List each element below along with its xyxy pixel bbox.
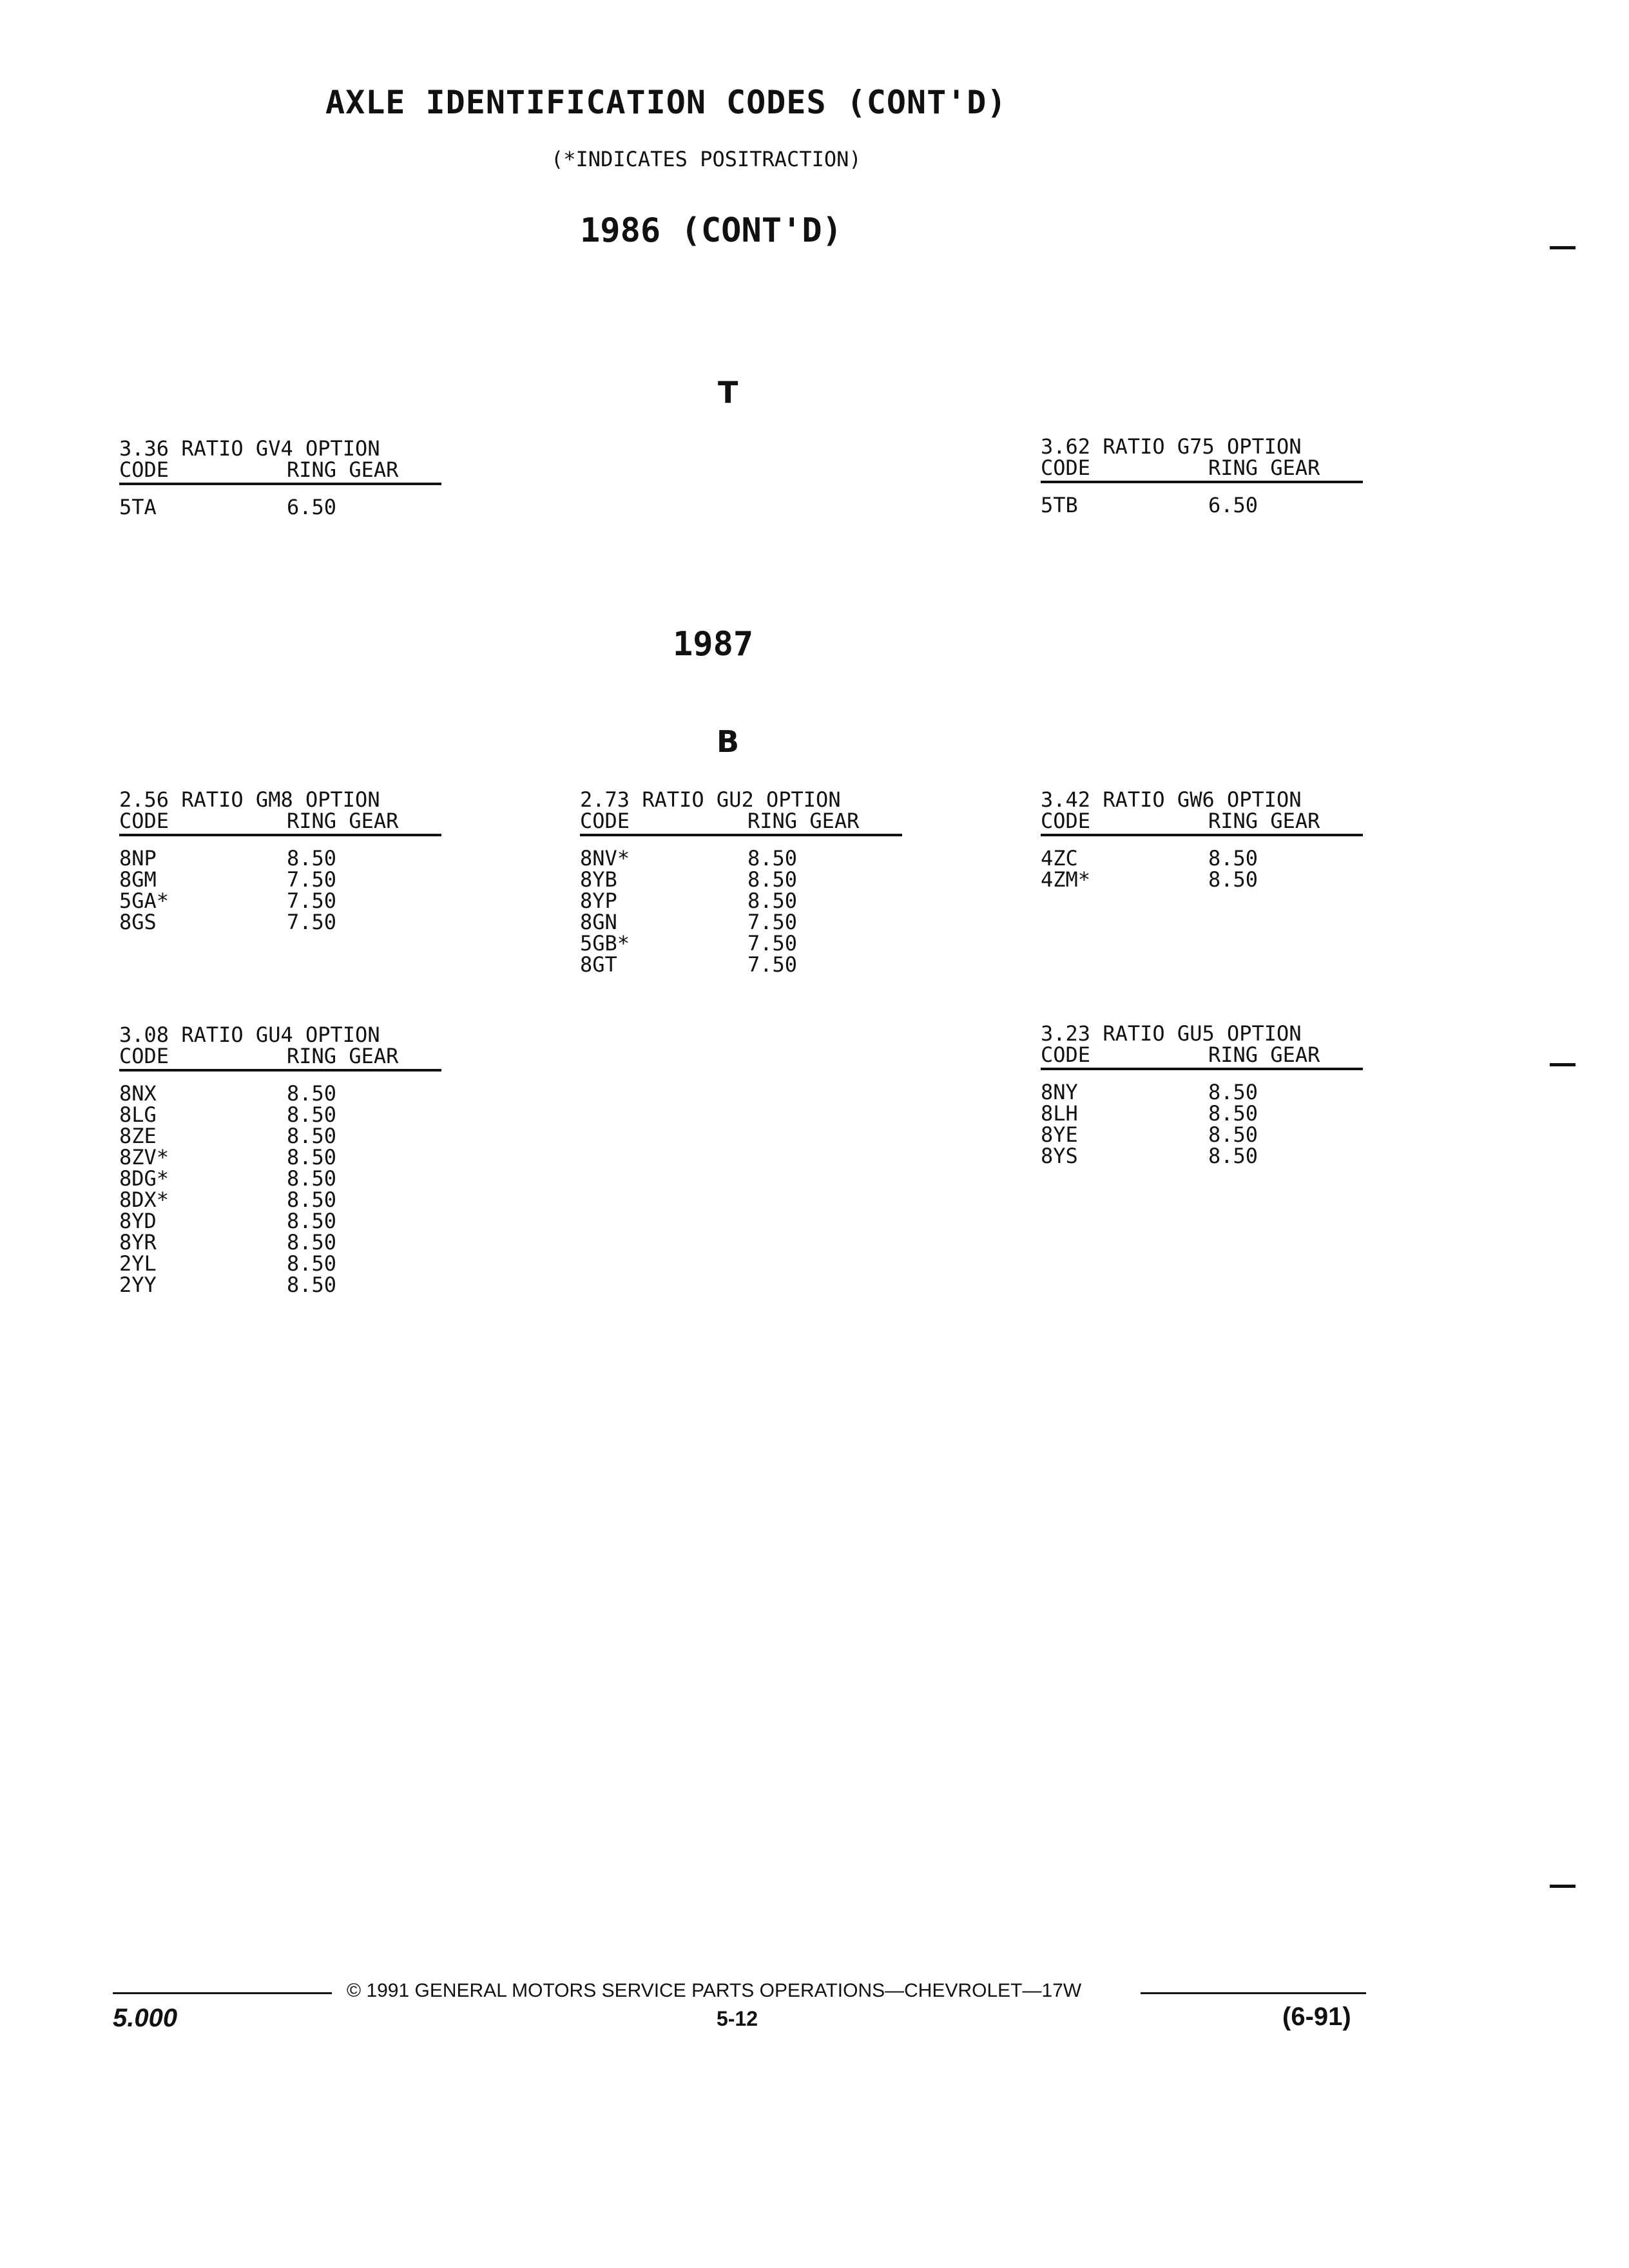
- table-header: [580, 811, 902, 836]
- axle-code-cell: 8GS: [119, 910, 157, 934]
- axle-code-cell: 8GN: [580, 910, 617, 934]
- footer-copyright: © 1991 GENERAL MOTORS SERVICE PARTS OPERATIONS—CHEVROLET—17W: [347, 1980, 1082, 2001]
- axle-code-cell: 2YL: [119, 1251, 157, 1276]
- axle-table-gu5: [1041, 1023, 1363, 1167]
- ratio-line: 2.73 RATIO GU2 OPTION: [580, 787, 841, 812]
- table-row: [580, 848, 902, 869]
- axle-code-cell: 8GM: [119, 867, 157, 892]
- ring-gear-cell: 8.50: [1208, 1144, 1258, 1168]
- table-row: [1041, 1082, 1363, 1103]
- table-row: [119, 1083, 441, 1104]
- ring-gear-cell: 8.50: [747, 889, 798, 913]
- ring-gear-cell: 8.50: [287, 1145, 337, 1169]
- col-code-header: CODE: [119, 1044, 169, 1068]
- axle-table-gm8: [119, 789, 441, 933]
- axle-table-gu2: [580, 789, 902, 975]
- table-row: [1041, 1124, 1363, 1146]
- col-code-header: CODE: [119, 457, 169, 482]
- col-code-header: CODE: [1041, 456, 1091, 480]
- table-row: [580, 869, 902, 890]
- table-row: [1041, 495, 1363, 516]
- ring-gear-cell: 8.50: [1208, 867, 1258, 892]
- col-ring-gear-header: RING GEAR: [1208, 1043, 1320, 1067]
- table-row: [119, 1211, 441, 1232]
- axle-code-cell: 5TA: [119, 495, 157, 519]
- col-ring-gear-header: RING GEAR: [1208, 456, 1320, 480]
- positraction-note: (*INDICATES POSITRACTION): [551, 147, 862, 171]
- ring-gear-cell: 8.50: [747, 846, 798, 870]
- ring-gear-cell: 7.50: [747, 910, 798, 934]
- ring-gear-cell: 8.50: [287, 1124, 337, 1148]
- ring-gear-cell: 8.50: [1208, 846, 1258, 870]
- ring-gear-cell: 7.50: [287, 910, 337, 934]
- footer-page-number: 5-12: [717, 2007, 758, 2030]
- axle-code-cell: 8NY: [1041, 1080, 1078, 1104]
- axle-code-cell: 4ZC: [1041, 846, 1078, 870]
- table-header: [1041, 811, 1363, 836]
- table-row: [119, 1104, 441, 1126]
- axle-code-cell: 8YD: [119, 1209, 157, 1233]
- axle-code-cell: 8GT: [580, 952, 617, 977]
- ratio-line: 3.62 RATIO G75 OPTION: [1041, 434, 1302, 459]
- col-ring-gear-header: RING GEAR: [287, 457, 399, 482]
- axle-code-cell: 8NV*: [580, 846, 630, 870]
- ring-gear-cell: 8.50: [287, 1102, 337, 1127]
- axle-table-gu4: [119, 1024, 441, 1296]
- axle-code-cell: 8ZE: [119, 1124, 157, 1148]
- ring-gear-cell: 8.50: [287, 1273, 337, 1297]
- table-row: [580, 890, 902, 912]
- table-header: [119, 811, 441, 836]
- table-header: [1041, 1044, 1363, 1070]
- axle-code-cell: 2YY: [119, 1273, 157, 1297]
- axle-table-g75: [1041, 436, 1363, 516]
- ring-gear-cell: 7.50: [287, 889, 337, 913]
- ratio-line: 3.36 RATIO GV4 OPTION: [119, 436, 380, 461]
- ring-gear-cell: 6.50: [287, 495, 337, 519]
- axle-code-cell: 8YB: [580, 867, 617, 892]
- axle-code-cell: 8YE: [1041, 1122, 1078, 1147]
- table-row: [119, 1274, 441, 1296]
- ring-gear-cell: 7.50: [747, 931, 798, 956]
- ring-gear-cell: 8.50: [287, 1187, 337, 1212]
- ring-gear-cell: 8.50: [287, 1251, 337, 1276]
- axle-code-cell: 5GA*: [119, 889, 169, 913]
- footer-section-number: 5.000: [113, 2004, 178, 2032]
- page-title: AXLE IDENTIFICATION CODES (CONT'D): [325, 84, 1007, 121]
- table-row: [119, 1126, 441, 1147]
- ratio-line: 3.23 RATIO GU5 OPTION: [1041, 1021, 1302, 1046]
- ratio-line: 3.42 RATIO GW6 OPTION: [1041, 787, 1302, 812]
- ring-gear-cell: 8.50: [747, 867, 798, 892]
- col-ring-gear-header: RING GEAR: [747, 809, 860, 833]
- footer-rule-right: [1141, 1992, 1366, 1994]
- table-row: [119, 1189, 441, 1211]
- ring-gear-cell: 8.50: [1208, 1122, 1258, 1147]
- axle-code-cell: 8YP: [580, 889, 617, 913]
- ring-gear-cell: 6.50: [1208, 493, 1258, 517]
- margin-tick-mark: [1550, 246, 1576, 249]
- table-row: [580, 933, 902, 954]
- axle-code-cell: 8LH: [1041, 1101, 1078, 1126]
- table-row: [119, 1253, 441, 1274]
- table-row: [119, 890, 441, 912]
- axle-code-cell: 8YS: [1041, 1144, 1078, 1168]
- col-code-header: CODE: [1041, 1043, 1091, 1067]
- ring-gear-cell: 8.50: [287, 1166, 337, 1191]
- margin-tick-mark: [1550, 1063, 1576, 1066]
- table-row: [119, 912, 441, 933]
- year-1986-heading: 1986 (CONT'D): [580, 211, 842, 250]
- axle-code-cell: 4ZM*: [1041, 867, 1091, 892]
- ratio-line: 2.56 RATIO GM8 OPTION: [119, 787, 380, 812]
- table-row: [119, 497, 441, 518]
- table-row: [119, 869, 441, 890]
- axle-code-cell: 8DX*: [119, 1187, 169, 1212]
- axle-code-cell: 8LG: [119, 1102, 157, 1127]
- ring-gear-cell: 8.50: [287, 1230, 337, 1254]
- col-ring-gear-header: RING GEAR: [287, 809, 399, 833]
- footer-date: (6-91): [1282, 2003, 1351, 2031]
- ratio-line: 3.08 RATIO GU4 OPTION: [119, 1023, 380, 1047]
- axle-code-cell: 5GB*: [580, 931, 630, 956]
- axle-code-cell: 8NX: [119, 1081, 157, 1106]
- table-header: [119, 1046, 441, 1072]
- axle-table-gv4: [119, 438, 441, 518]
- table-header: [119, 459, 441, 485]
- ring-gear-cell: 7.50: [287, 867, 337, 892]
- ring-gear-cell: 8.50: [287, 1081, 337, 1106]
- ring-gear-cell: 7.50: [747, 952, 798, 977]
- margin-tick-mark: [1550, 1885, 1576, 1888]
- table-row: [1041, 848, 1363, 869]
- col-ring-gear-header: RING GEAR: [1208, 809, 1320, 833]
- table-row: [119, 1232, 441, 1253]
- ring-gear-cell: 8.50: [1208, 1080, 1258, 1104]
- axle-table-gw6: [1041, 789, 1363, 890]
- table-row: [119, 1168, 441, 1189]
- table-row: [580, 912, 902, 933]
- group-t-label: T: [718, 375, 738, 410]
- footer-rule-left: [113, 1992, 332, 1994]
- ring-gear-cell: 8.50: [1208, 1101, 1258, 1126]
- col-code-header: CODE: [1041, 809, 1091, 833]
- table-row: [1041, 1103, 1363, 1124]
- table-row: [119, 1147, 441, 1168]
- year-1987-heading: 1987: [673, 625, 754, 664]
- ring-gear-cell: 8.50: [287, 1209, 337, 1233]
- group-b-label: B: [717, 724, 740, 759]
- table-header: [1041, 457, 1363, 483]
- axle-code-cell: 8YR: [119, 1230, 157, 1254]
- axle-code-cell: 8DG*: [119, 1166, 169, 1191]
- table-row: [1041, 869, 1363, 890]
- table-row: [1041, 1146, 1363, 1167]
- col-code-header: CODE: [580, 809, 630, 833]
- table-row: [580, 954, 902, 975]
- table-row: [119, 848, 441, 869]
- ring-gear-cell: 8.50: [287, 846, 337, 870]
- col-code-header: CODE: [119, 809, 169, 833]
- axle-code-cell: 5TB: [1041, 493, 1078, 517]
- col-ring-gear-header: RING GEAR: [287, 1044, 399, 1068]
- axle-code-cell: 8ZV*: [119, 1145, 169, 1169]
- axle-code-cell: 8NP: [119, 846, 157, 870]
